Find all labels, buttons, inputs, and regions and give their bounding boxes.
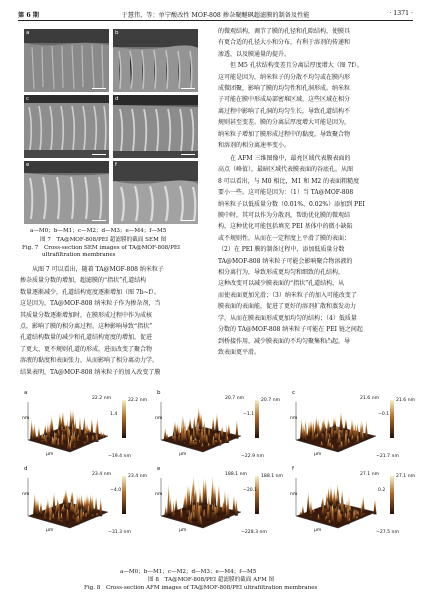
afm-xy-unit: μm <box>179 452 187 457</box>
text-line: 相分离行为，导致形成更均匀和细致的孔结构， <box>218 269 345 277</box>
afm-peak <box>307 491 310 512</box>
running-header <box>18 8 413 21</box>
text-line: 8 可以看出，与 M0 相比，M1 和 M2 的表面粗糙度 <box>218 177 360 185</box>
afm-max-label: 20.7 nm <box>225 396 245 401</box>
text-line: 规则甚至变差。膜的分离层厚度增大可能是因为， <box>218 119 351 127</box>
afm-min-label: −19.4 nm <box>108 454 131 459</box>
afm-mid-label: −0.1 <box>378 412 390 417</box>
text-line: 分数的 TA@MOF-808 纳米粒子可能在 PEI 链之间起 <box>218 326 363 334</box>
text-line: 这是因为，TA@MOF-808 纳米粒子作为掺杂剂，当 <box>20 300 161 308</box>
sem-panel-a <box>24 29 109 92</box>
afm-max-label: 22.2 nm <box>92 396 112 401</box>
afm-panel-label: c <box>292 390 296 396</box>
panel-label: e <box>26 162 30 168</box>
text-line: 而使表面更加光滑；（3）纳米粒子的加入可能改变了 <box>218 291 357 299</box>
afm-colorbar <box>390 400 394 438</box>
afm-panel-label: e <box>157 466 161 472</box>
afm-peak <box>362 495 365 514</box>
text-line: 数量逐渐减少，孔道结构宽度逐渐增加（图 7b~f）。 <box>20 288 160 296</box>
afm-peak <box>193 415 196 432</box>
afm-peak <box>52 491 55 511</box>
text-line: 构，这种优化可能包括填充 PEI 基体中的微小缺陷 <box>218 223 353 231</box>
afm-xy-unit: μm <box>46 528 54 533</box>
text-line: 离过程中影响了孔洞的均匀生长，导致孔道结构不 <box>218 107 351 115</box>
afm-max-label: 21.6 nm <box>360 396 380 401</box>
text-line: 有更合适的孔径大小和分布，有利于溶剂的传递和 <box>218 39 351 47</box>
afm-peak <box>95 495 98 513</box>
sem-panel-e <box>24 161 109 224</box>
afm-peak <box>37 425 40 440</box>
fig7-caption-en-1: Fig. 7 Cross-section SEM images of TA@MOF-808/PEI <box>22 245 181 251</box>
sem-panel-d <box>113 95 198 158</box>
afm-colorbar-max: 20.7 nm <box>261 398 281 403</box>
text-line: TA@MOF-808 纳米粒子可能会影响聚合物溶液的 <box>218 257 353 265</box>
afm-max-label: 188.1 nm <box>225 472 247 477</box>
afm-peak <box>212 416 215 433</box>
panel-label: a <box>26 30 30 36</box>
right-paragraph-1 <box>218 26 410 151</box>
afm-peak <box>232 494 235 513</box>
afm-peak <box>175 497 178 512</box>
text-line: （2）在 PEI 膜的制备过程中，添加低质量分数 <box>218 246 345 254</box>
afm-peak <box>365 420 368 439</box>
fig8-legend: a—M0；b—M1；c—M2；d—M3；e—M4；f—M5 <box>120 569 257 575</box>
afm-xy-unit: μm <box>314 452 322 457</box>
afm-colorbar-max: 21.6 nm <box>396 398 416 403</box>
right-paragraph-2 <box>218 153 410 358</box>
afm-colorbar-max: 23.4 nm <box>128 474 148 479</box>
text-line: 学，从而在膜表面形成更加均匀的结构；（4）低质量 <box>218 314 357 322</box>
scale-bar <box>92 220 106 222</box>
text-line: 这可能是因为，纳米粒子的分散不均匀或在膜内形 <box>218 73 351 81</box>
scale-bar <box>92 154 106 156</box>
sem-panel-f <box>113 161 198 224</box>
afm-panel-b <box>155 392 251 460</box>
text-line: 纳米粒子增加了膜形成过程中的黏度，导致聚合物 <box>218 130 351 138</box>
issue-number: 第 6 期 <box>18 12 39 19</box>
afm-peak <box>99 497 102 517</box>
text-line: 成微团聚，影响了膜的均匀性和孔洞形成。纳米粒 <box>218 85 351 93</box>
afm-panel-a <box>22 392 118 460</box>
afm-peak <box>373 498 376 514</box>
afm-panel-c <box>290 392 386 460</box>
fig7-caption-cn: 图 7 TA@MOF-808/PEI 超滤膜的截面 SEM 图 <box>40 237 167 243</box>
scale-bar <box>181 154 195 156</box>
afm-min-label: −31.3 nm <box>108 530 131 535</box>
afm-panel-label: f <box>292 466 294 472</box>
afm-mid-label: −1.1 <box>243 412 255 417</box>
text-line: 到桥接作用，减少膜表面的不均匀聚集和凸起，导 <box>218 337 351 345</box>
afm-peak <box>176 423 179 435</box>
text-line: 要小一些。这可能是因为：（1）当 TA@MOF-808 <box>218 189 354 197</box>
afm-colorbar <box>390 476 394 514</box>
afm-peak <box>46 422 49 440</box>
text-line: 在 AFM 三维图像中，最亮区域代表膜表面的 <box>218 155 351 162</box>
left-paragraph <box>20 264 206 378</box>
text-line: 这种改变可以减少膜表面的“指状”孔道结构，从 <box>218 280 345 288</box>
text-line: 点，影响了膜的相分离过程。这种影响导致“指状” <box>20 323 153 331</box>
afm-min-label: −27.5 nm <box>376 530 399 535</box>
text-line: 溶液的黏度和表面张力，从而影响了相分离动力学。 <box>20 357 159 365</box>
afm-colorbar <box>122 400 126 438</box>
fig8-caption-en: Fig. 8 Cross-section AFM images of TA@MOF-808/PEI ultrafiltration membranes <box>84 585 318 591</box>
afm-panel-label: a <box>24 390 28 396</box>
afm-colorbar-max: 188.1 nm <box>261 474 283 479</box>
text-line: 膜中时，其可以作为分散剂，帮助优化膜的微观结 <box>218 212 351 220</box>
text-line: 掺杂质量分数的增加，超滤膜的“指状”孔道结构 <box>20 277 147 285</box>
afm-panel-label: d <box>24 466 28 472</box>
afm-z-unit: nm <box>290 492 298 497</box>
text-line: 了更大、更不规则孔道的形成。进而改变了聚合物 <box>20 345 153 353</box>
afm-z-unit: nm <box>22 492 30 497</box>
running-title: 于慧伟，等：单宁酸改性 MOF-808 掺杂聚醚砜超滤膜的制备及性能 <box>121 12 310 19</box>
fig8-caption-cn: 图 8 TA@MOF-808/PEI 超滤膜的截面 AFM 图 <box>148 577 275 583</box>
afm-xy-unit: μm <box>314 528 322 533</box>
scale-bar <box>92 88 106 90</box>
afm-min-label: −22.9 nm <box>241 454 264 459</box>
afm-mid-label: −20.1 <box>243 488 258 493</box>
afm-panel-e <box>155 468 251 536</box>
afm-peak <box>301 504 304 515</box>
afm-peak <box>235 419 238 438</box>
afm-colorbar-max: 22.2 nm <box>128 398 148 403</box>
afm-peak <box>188 417 191 429</box>
afm-min-label: −228.3 nm <box>241 530 267 535</box>
text-line: 子可能在膜中形成局部密堆区域，这些区域在相分 <box>218 96 351 104</box>
afm-z-unit: nm <box>155 416 163 421</box>
sem-panel-b <box>113 29 198 92</box>
afm-colorbar-max: 27.1 nm <box>396 474 416 479</box>
text-line: 孔道结构数量的减少和孔道结构宽度的增加，促进 <box>20 334 153 342</box>
page-number: · 1371 · <box>389 10 413 17</box>
afm-colorbar <box>122 476 126 514</box>
afm-colorbar <box>255 476 259 514</box>
afm-min-label: −21.7 nm <box>376 454 399 459</box>
panel-label: c <box>26 96 30 102</box>
afm-peak <box>226 491 229 518</box>
text-line: 致表面更平滑。 <box>218 348 261 356</box>
afm-peak <box>215 412 218 432</box>
afm-peak <box>44 424 47 435</box>
panel-label: f <box>115 162 117 168</box>
afm-peak <box>172 500 175 518</box>
text-line: 膜表面的表面能，促进了更好的溶剂扩散和蒸发动力 <box>218 303 357 311</box>
text-line: 但 M5 孔状结构变差且分离层厚度增大（图 7f）。 <box>218 62 363 70</box>
afm-z-unit: nm <box>22 416 30 421</box>
afm-z-unit: nm <box>155 492 163 497</box>
text-line: 纳米粒子以低质量分数（0.01%、0.02%）添加到 PEI <box>218 200 365 208</box>
afm-mid-label: 0.2 <box>378 488 386 493</box>
afm-mid-label: −4.0 <box>110 488 122 493</box>
text-line: 高点（峰值），最暗区域代表膜表面的谷底孔。从图 <box>218 166 354 174</box>
afm-panel-label: b <box>157 390 161 396</box>
fig7-legend: a—M0；b—M1；c—M2；d—M3；e—M4；f—M5 <box>30 228 167 234</box>
afm-max-label: 23.4 nm <box>92 472 112 477</box>
text-line: 其质量分数逐渐增加时，在膜形成过程中作为成核 <box>20 311 153 319</box>
scale-bar <box>181 88 195 90</box>
fig7-sem-grid <box>24 29 198 225</box>
text-line: 结果表明，TA@MOF-808 纳米粒子的加入改变了膜 <box>20 368 161 376</box>
text-line: 从图 7 可以看出，随着 TA@MOF-808 纳米粒子 <box>20 266 164 273</box>
afm-z-unit: nm <box>290 416 298 421</box>
afm-peak <box>78 419 81 439</box>
afm-peak <box>90 417 93 436</box>
afm-peak <box>235 498 238 515</box>
afm-peak <box>344 417 347 430</box>
afm-max-label: 27.1 nm <box>360 472 380 477</box>
fig7-caption-en-2: ultrafiltration membranes <box>42 252 116 258</box>
afm-peak <box>227 423 230 437</box>
sem-panel-c <box>24 95 109 158</box>
afm-xy-unit: μm <box>179 528 187 533</box>
text-line: 或不规则性，从而在一定程度上平滑了膜的表面； <box>218 234 351 242</box>
text-line: 和溶剂的相分离速率变小。 <box>218 142 291 150</box>
afm-panel-f <box>290 468 386 536</box>
text-line: 的微观结构，调节了膜的孔径和孔隙结构，使膜具 <box>218 28 351 35</box>
text-line: 渗透，以及膜通量的提升。 <box>218 50 291 58</box>
afm-panel-d <box>22 468 118 536</box>
afm-xy-unit: μm <box>46 452 54 457</box>
panel-label: d <box>115 96 119 102</box>
panel-label: b <box>115 30 119 36</box>
afm-colorbar <box>255 400 259 438</box>
afm-mid-label: 1.4 <box>110 412 118 417</box>
scale-bar <box>181 220 195 222</box>
afm-peak <box>164 505 167 517</box>
